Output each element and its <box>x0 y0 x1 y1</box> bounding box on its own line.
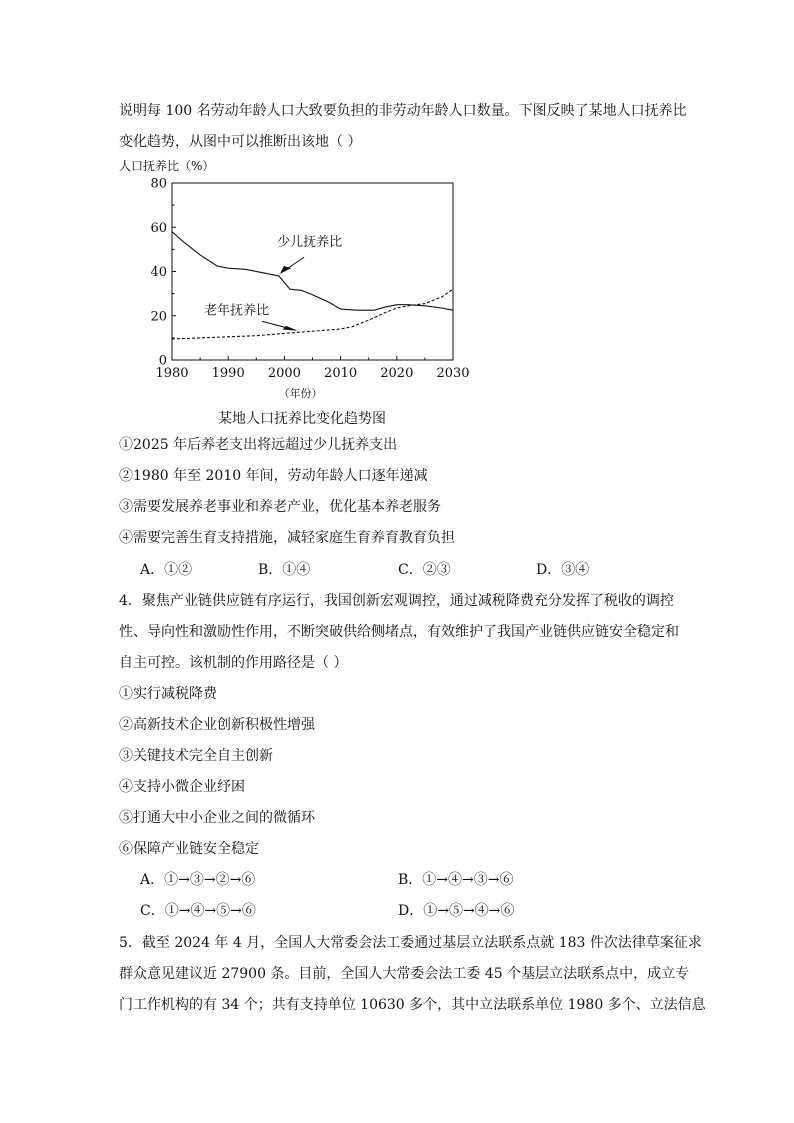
x-tick-label: 1990 <box>211 366 245 381</box>
x-tick-label: 2010 <box>324 366 358 381</box>
x-axis-label: （年份） <box>278 387 323 400</box>
q3-choice-d[interactable]: D．③④ <box>536 562 590 578</box>
q3-choice-c[interactable]: C．②③ <box>398 562 451 578</box>
q4-stem-line-1: 4．聚焦产业链供应链有序运行，我国创新宏观调控，通过减税降费充分发挥了税收的调控 <box>119 593 674 609</box>
q4-stem-line-2: 性、导向性和激励性作用，不断突破供给侧堵点，有效维护了我国产业链供应链安全稳定和 <box>119 624 679 640</box>
q3-choice-a[interactable]: A．①② <box>140 562 193 578</box>
x-tick-label: 2000 <box>267 366 301 381</box>
q4-choice-a[interactable]: A．①→③→②→⑥ <box>140 872 256 888</box>
q3-statement-2: ②1980 年至 2010 年间，劳动年龄人口逐年递减 <box>119 468 428 484</box>
x-tick-label: 2020 <box>380 366 414 381</box>
q5-stem-line-3: 门工作机构的有 34 个；共有支持单位 10630 多个，其中立法联系单位 1980 多个、立法信息 <box>119 997 706 1013</box>
x-tick-label: 1980 <box>155 366 189 381</box>
q4-statement-6: ⑥保障产业链安全稳定 <box>119 841 259 857</box>
y-tick-label: 80 <box>150 176 167 192</box>
q3-choice-b[interactable]: B．①④ <box>258 562 311 578</box>
q3-statement-4: ④需要完善生育支持措施，减轻家庭生育养育教育负担 <box>119 530 455 546</box>
y-tick-label: 0 <box>158 353 167 369</box>
q4-statement-2: ②高新技术企业创新积极性增强 <box>119 717 315 733</box>
chart-title: 某地人口抚养比变化趋势图 <box>218 411 386 427</box>
plot-frame <box>172 183 453 360</box>
annotation-elderly: 老年抚养比 <box>204 303 270 319</box>
chart-y-axis-label: 人口抚养比（%） <box>119 159 215 173</box>
q4-choice-b[interactable]: B．①→④→③→⑥ <box>398 872 514 888</box>
annotation-child: 少儿抚养比 <box>277 235 343 251</box>
dependency-ratio-chart <box>140 170 480 405</box>
q4-stem-line-3: 自主可控。该机制的作用路径是（ ） <box>119 655 348 671</box>
q4-statement-5: ⑤打通大中小企业之间的微循环 <box>119 810 315 826</box>
q4-choice-d[interactable]: D．①→⑤→④→⑥ <box>398 903 515 919</box>
q3-statement-3: ③需要发展养老事业和养老产业，优化基本养老服务 <box>119 499 441 515</box>
q4-statement-4: ④支持小微企业纾困 <box>119 779 245 795</box>
intro-line-1: 说明每 100 名劳动年龄人口大致要负担的非劳动年龄人口数量。下图反映了某地人口抚养比 <box>119 103 687 119</box>
q4-choice-c[interactable]: C．①→④→⑤→⑥ <box>140 903 256 919</box>
q5-stem-line-1: 5．截至 2024 年 4 月，全国人大常委会法工委通过基层立法联系点就 183 件次法律草案征求 <box>119 935 702 951</box>
y-tick-label: 20 <box>150 309 167 325</box>
y-tick-label: 60 <box>150 220 167 236</box>
x-tick-label: 2030 <box>436 366 470 381</box>
q4-statement-1: ①实行减税降费 <box>119 686 217 702</box>
y-tick-label: 40 <box>150 265 167 280</box>
annotation-elderly-arrowhead <box>283 326 298 331</box>
q3-statement-1: ①2025 年后养老支出将远超过少儿抚养支出 <box>119 437 398 453</box>
q5-stem-line-2: 群众意见建议近 27900 条。目前，全国人大常委会法工委 45 个基层立法联系点中，成立专 <box>119 966 690 982</box>
q4-statement-3: ③关键技术完全自主创新 <box>119 748 273 764</box>
intro-line-2: 变化趋势，从图中可以推断出该地（ ） <box>119 134 362 150</box>
